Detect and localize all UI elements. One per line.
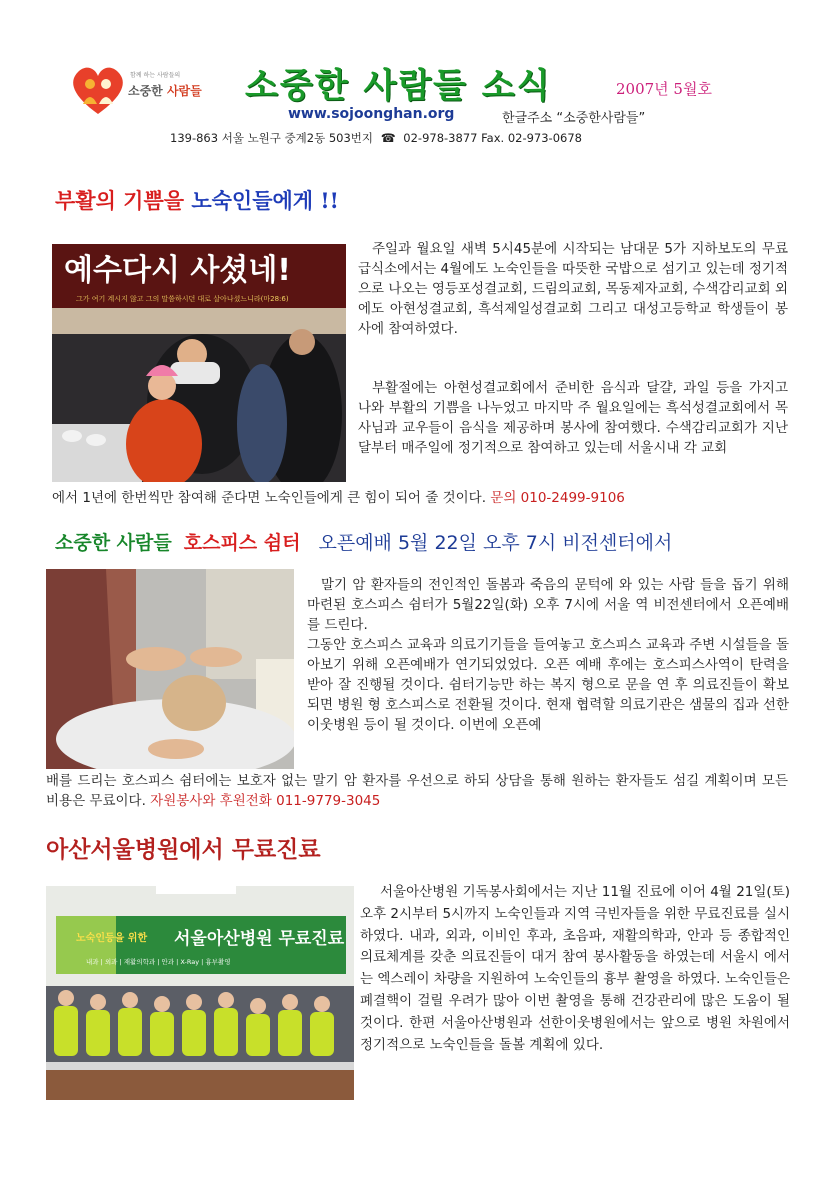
hospice-care-photo [46,569,294,769]
section3-paragraph: 서울아산병원 기독봉사회에서는 지난 11월 진료에 이어 4월 21일(토) 오후 2시부터 5시까지 노숙인들과 지역 극빈자들을 위한 무료진료를 실시하였다. 내과, 외과, 이비인 후과, 초음파, 재활의학과, 안과 등 종합적인 의료체계를 갖춘 의료진들이 대거 참여 봉사활동을 하였는데 서울시 에서는 엑스레이 차량을 지원하여 노숙인들의 흉부 촬영을 하였다. 노숙인들은 폐결핵이 걸릴 우려가 많아 이번 촬영을 통해 건강관리에 많은 도움이 될 것이다. 한편 서울아산병원과 선한이웃병원에서는 앞으로 병원 차원에서 정기적으로 노숙인들을 돌볼 계획에 있다. [360,884,790,1053]
easter-meal-photo [52,244,346,482]
postal-address: 139-863 서울 노원구 중계2동 503번지 [170,131,374,145]
phone-fax: 02-978-3877 Fax. 02-973-0678 [403,131,582,145]
section3-heading: 아산서울병원에서 무료진료 [46,836,321,863]
section1-paragraph-2: 부활절에는 아현성결교회에서 준비한 음식과 달걀, 과일 등을 가지고 나와 부활의 기쁨을 나누었고 마지막 주 월요일에는 흑석성결교회에서 목사님과 교우들이 음식을 제공하며 봉사에 참여했다. 수색감리교회가 지난달부터 매주일에 정기적으로 참여하고 있는데 서울시내 각 교회 [358,380,788,456]
section1-paragraph-1: 주일과 월요일 새벽 5시45분에 시작되는 남대문 5가 지하보도의 무료급식소에서는 4월에도 노숙인들을 따뜻한 국밥으로 섬기고 있는데 정기적으로 나오는 영등포성결교회, 드림의교회, 목동제자교회, 수색감리교회 외에도 아현성결교회, 흑석제일성결교회 그리고 대성고등학교 학생들이 봉사에 참여하였다. [358,241,788,337]
section1-paragraph-2-end: 에서 1년에 한번씩만 참여해 준다면 노숙인들에게 큰 힘이 되어 줄 것이다. 문의 010-2499-9106 [52,490,625,506]
section2-paragraph-1: 말기 암 환자들의 전인적인 돌봄과 죽음의 문턱에 와 있는 사람 들을 돕기 위해 마련된 호스피스 쉼터가 5월22일(화) 오후 7시에 서울 역 비전센터에서 오픈예배를 드린다. [307,577,789,633]
section1-contact[interactable]: 문의 010-2499-9106 [490,490,625,506]
clinic-banner-sub: 내과 | 외과 | 재활의학과 | 안과 | X-Ray | 흉부촬영 [86,958,231,966]
section1-heading: 부활의 기쁨을 노숙인들에게 !! [55,188,339,213]
organization-logo [68,64,218,116]
section2-paragraph-2-end: 배를 드리는 호스피스 쉼터에는 보호자 없는 말기 암 환자를 우선으로 하되 상담을 통해 원하는 환자들도 섬길 계획이며 모든 비용은 무료이다. 자원봉사와 후원전화 011-9779-3045 [46,773,788,809]
phone-icon: ☎ [380,131,396,145]
website-link[interactable]: www.sojoonghan.org [288,106,455,122]
section2-paragraph-2: 그동안 호스피스 교육과 의료기기들을 들여놓고 호스피스 교육과 주변 시설들을 돌아보기 위해 오픈예배가 연기되었었다. 오픈 예배 후에는 호스피스사역이 탄력을 받아 잘 진행될 것이다. 쉼터기능만 하는 복지 형으로 문을 연 후 의료진들이 확보되면 병원 형 호스피스로 전환될 것이다. 현재 협력할 의료기관은 샘물의 집과 선한이웃병원 등이 될 것이다. 이번에 오픈예 [307,637,790,733]
korean-address: 한글주소 “소중한사람들” [502,111,646,126]
logo-name: 소중한 사람들 [128,84,202,98]
logo-tagline: 함께 하는 사람들의 [130,72,181,79]
heart-people-icon [68,64,128,116]
free-clinic-group-photo [46,886,354,1100]
contact-line [170,130,582,146]
section2-contact[interactable]: 자원봉사와 후원전화 011-9779-3045 [150,793,381,809]
photo-banner-text: 예수다시 사셨네! [64,253,291,288]
clinic-banner-prefix: 노숙인등을 위한 [76,933,148,944]
newsletter-title: 소중한 사람들 소식 [245,66,552,106]
issue-date: 2007년 5월호 [616,80,712,98]
section2-heading: 소중한 사람들 호스피스 쉼터 오픈예배 5월 22일 오후 7시 비전센터에서 [55,532,673,554]
clinic-banner-text: 서울아산병원 무료진료 [174,929,345,949]
photo-subbanner-text: 그가 여기 계시지 않고 그의 말씀하시던 대로 살아나셨느니라(마28:6) [76,295,289,303]
